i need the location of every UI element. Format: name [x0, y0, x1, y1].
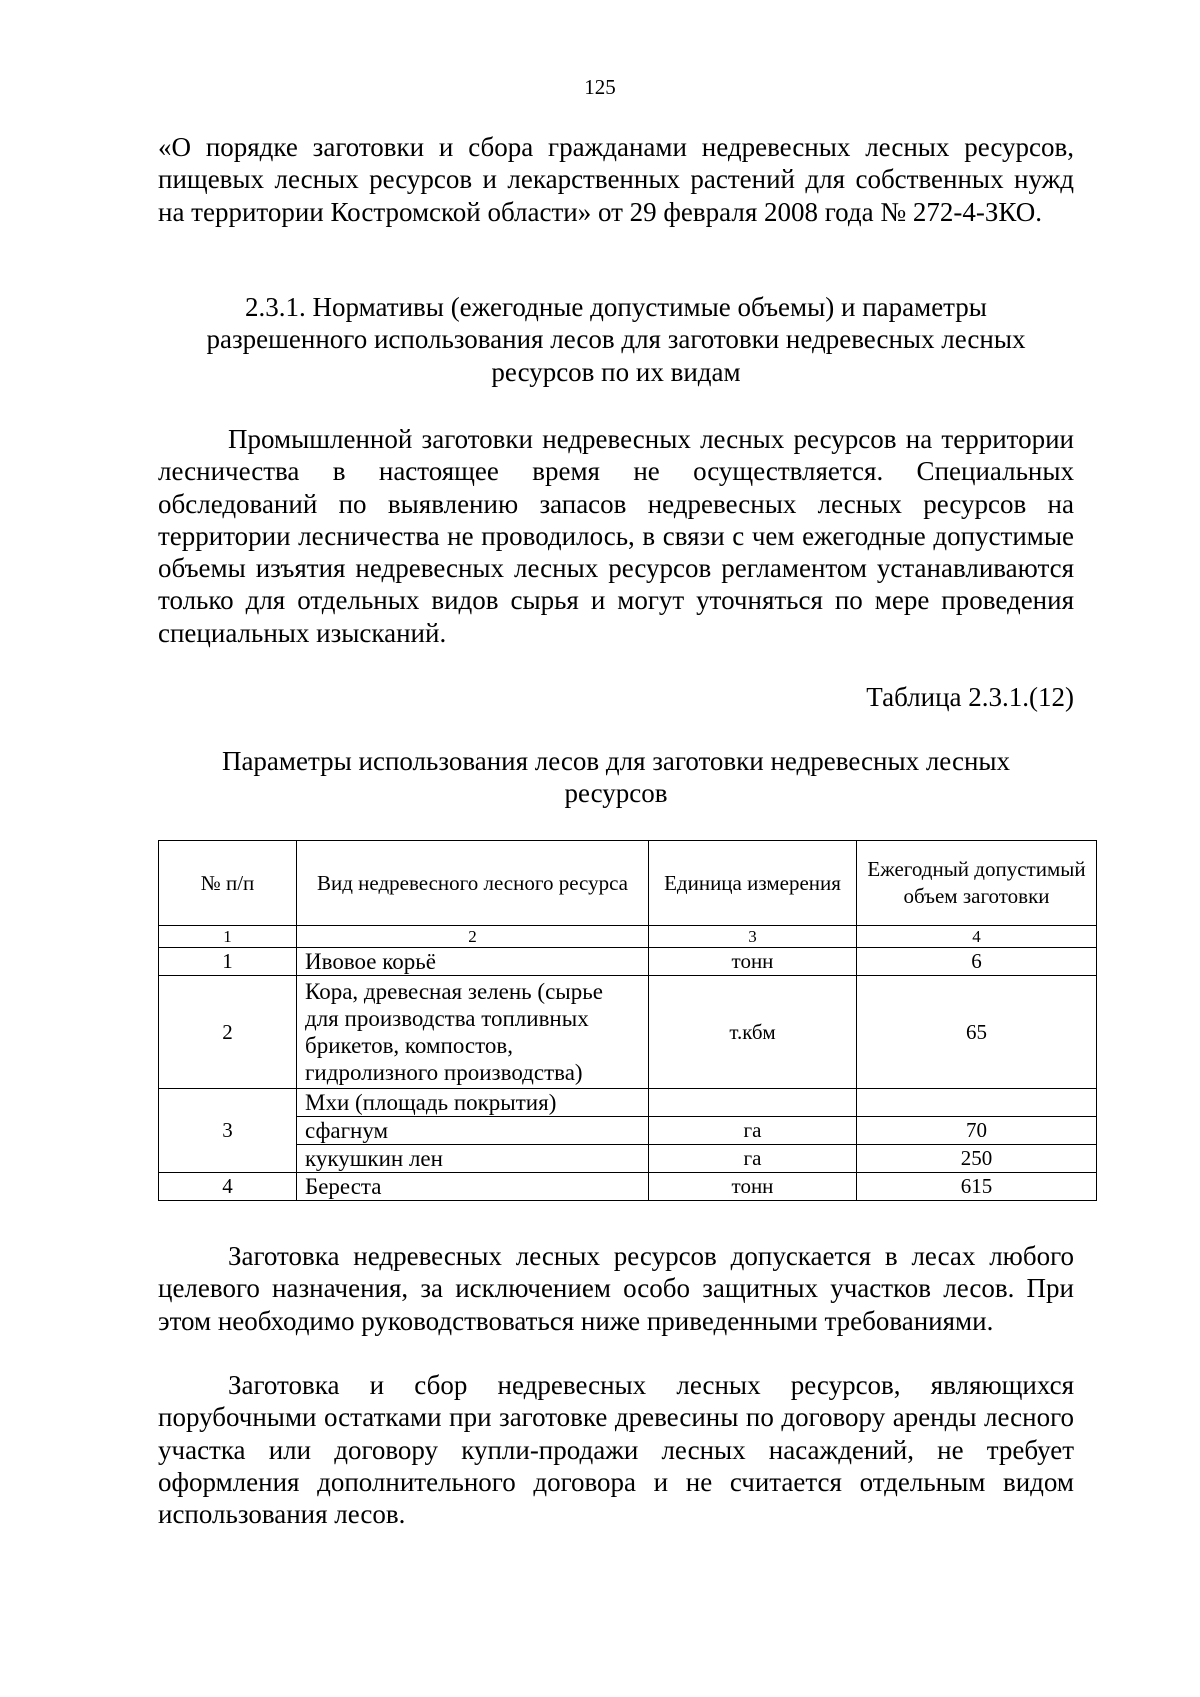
- row-volume: 615: [857, 1173, 1097, 1201]
- paragraph-logging-residues: Заготовка и сбор недревесных лесных ресурсов, являющихся порубочными остатками при заготовке древесины по договору аренды лесного участка или договору купли-продажи лесных насаждений, не требует оформления дополнительного договора и не считается отдельным видом использования лесов.: [158, 1370, 1074, 1530]
- table-row: [159, 1173, 1097, 1201]
- row-volume: 70: [857, 1117, 1097, 1145]
- row-resource-type: Кора, древесная зелень (сырье для производства топливных брикетов, компостов, гидролизного производства): [297, 976, 649, 1089]
- column-number: 1: [159, 926, 297, 948]
- row-unit: тонн: [649, 1173, 857, 1201]
- intro-paragraph: «О порядке заготовки и сбора гражданами недревесных лесных ресурсов, пищевых лесных ресурсов и лекарственных растений для собственных нужд на территории Костромской области» от 29 февраля 2008 года № 272-4-ЗКО.: [158, 132, 1074, 227]
- section-heading-line-1: 2.3.1. Нормативы (ежегодные допустимые объемы) и параметры: [245, 292, 987, 322]
- table-title: [190, 745, 1042, 810]
- table-row: [159, 1145, 1097, 1173]
- row-unit: га: [649, 1117, 857, 1145]
- table-row: [159, 976, 1097, 1089]
- row-unit: га: [649, 1145, 857, 1173]
- row-resource-group: Мхи (площадь покрытия): [297, 1089, 649, 1117]
- row-resource-type: кукушкин лен: [297, 1145, 649, 1173]
- header-annual-volume: Ежегодный допустимый объем заготовки: [857, 841, 1097, 926]
- header-unit: Единица измерения: [649, 841, 857, 926]
- row-resource-type: Ивовое корьё: [297, 948, 649, 976]
- column-number: 3: [649, 926, 857, 948]
- table-row: [159, 1117, 1097, 1145]
- paragraph-industrial-harvest: Промышленной заготовки недревесных лесных ресурсов на территории лесничества в настоящее время не осуществляется. Специальных обследований по выявлению запасов недревесных лесных ресурсов на территории лесничества не проводилось, в связи с чем ежегодные допустимые объемы изъятия недревесных лесных ресурсов регламентом устанавливаются только для отдельных видов сырья и могут уточняться по мере проведения специальных изысканий.: [158, 424, 1074, 648]
- paragraph-harvest-permitted: Заготовка недревесных лесных ресурсов допускается в лесах любого целевого назначения, за исключением особо защитных участков лесов. При этом необходимо руководствоваться ниже приведенными требованиями.: [158, 1241, 1074, 1336]
- header-resource-type: Вид недревесного лесного ресурса: [297, 841, 649, 926]
- row-num: 4: [159, 1173, 297, 1201]
- row-resource-type: Береста: [297, 1173, 649, 1201]
- row-volume: [857, 1089, 1097, 1117]
- column-number: 4: [857, 926, 1097, 948]
- row-unit: тонн: [649, 948, 857, 976]
- page-number: 125: [584, 75, 616, 99]
- table-number: Таблица 2.3.1.(12): [866, 682, 1074, 712]
- row-num: 2: [159, 976, 297, 1089]
- row-unit: т.кбм: [649, 976, 857, 1089]
- row-volume: 65: [857, 976, 1097, 1089]
- row-num: 1: [159, 948, 297, 976]
- header-num: № п/п: [159, 841, 297, 926]
- section-heading-line-3: ресурсов по их видам: [491, 356, 741, 387]
- column-number: 2: [297, 926, 649, 948]
- row-resource-type: сфагнум: [297, 1117, 649, 1145]
- table-header-row: [159, 841, 1097, 926]
- table-row: [159, 1089, 1097, 1117]
- row-volume: 6: [857, 948, 1097, 976]
- table-title-line-1: Параметры использования лесов для заготовки недревесных лесных: [221, 746, 1011, 776]
- non-timber-resources-table: [158, 840, 1097, 1201]
- table-title-line-2: ресурсов: [564, 778, 668, 809]
- row-num: 3: [159, 1089, 297, 1173]
- table-row: [159, 948, 1097, 976]
- row-volume: 250: [857, 1145, 1097, 1173]
- section-heading: [158, 291, 1074, 388]
- column-number-row: [159, 926, 1097, 948]
- section-heading-line-2: разрешенного использования лесов для заготовки недревесных лесных: [206, 324, 1026, 355]
- row-unit: [649, 1089, 857, 1117]
